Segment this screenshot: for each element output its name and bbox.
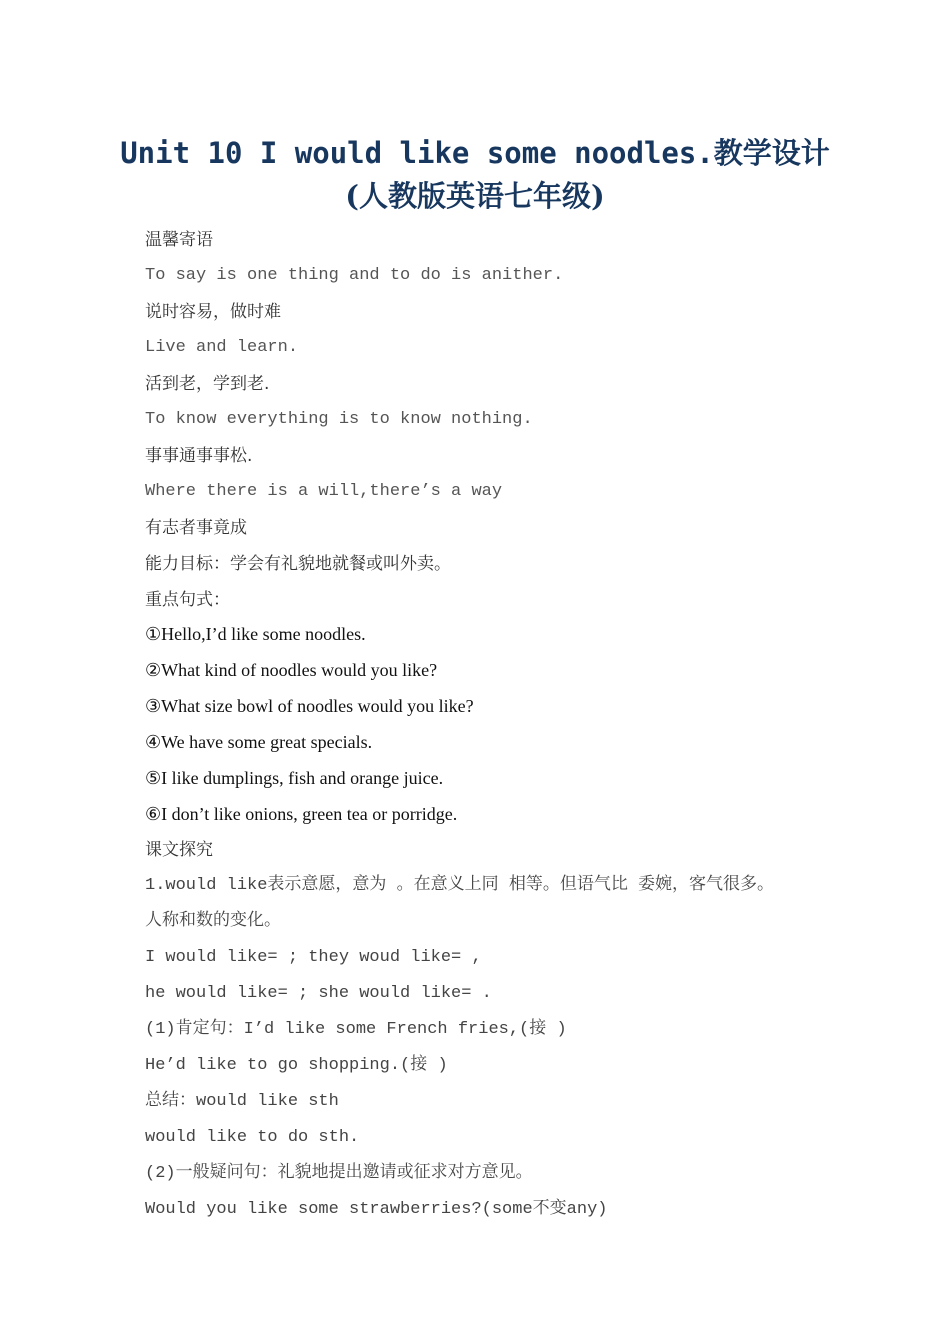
key-sentence: ④We have some great specials.	[145, 732, 373, 752]
proverb-english: Where there is a will,there’s a way	[145, 482, 503, 501]
ability-goal: 能力目标：学会有礼貌地就餐或叫外卖。	[145, 554, 451, 574]
text-line: I would like= ; they woud like= ,	[145, 948, 482, 967]
key-sentence: ⑤I like dumplings, fish and orange juice.	[145, 768, 444, 788]
key-sentence: ⑥I don’t like onions, green tea or porridge.	[145, 804, 458, 824]
section-heading: 温馨寄语	[145, 230, 213, 250]
text-line: (2)一般疑问句：礼貌地提出邀请或征求对方意见。	[145, 1164, 533, 1183]
proverb-chinese: 活到老，学到老.	[145, 374, 270, 394]
proverb-chinese: 事事通事事松.	[145, 446, 253, 466]
key-sentence: ②What kind of noodles would you like?	[145, 660, 438, 680]
proverb-english: Live and learn.	[145, 338, 299, 357]
proverb-chinese: 说时容易，做时难	[145, 302, 281, 322]
document-subtitle: (人教版英语七年级)	[345, 179, 605, 213]
key-sentence: ③What size bowl of noodles would you like?	[145, 696, 474, 716]
text-line: He’d like to go shopping.(接 )	[145, 1056, 448, 1075]
document-title: Unit 10 I would like some noodles.教学设计	[120, 136, 830, 170]
proverb-english: To say is one thing and to do is anither.	[145, 266, 564, 285]
section-heading: 重点句式：	[145, 590, 230, 610]
proverb-english: To know everything is to know nothing.	[145, 410, 533, 429]
section-heading: 课文探究	[145, 840, 213, 860]
text-line: would like to do sth.	[145, 1128, 360, 1147]
proverb-chinese: 有志者事竟成	[145, 518, 247, 538]
text-line: he would like= ; she would like= .	[145, 984, 492, 1003]
text-line: (1)肯定句：I’d like some French fries,(接 )	[145, 1020, 567, 1039]
text-line: 总结：would like sth	[145, 1092, 339, 1111]
paragraph: 1.would like表示意愿，意为 。在意义上同 相等。但语气比 委婉，客气很多。 人称和数的变化。	[145, 876, 775, 931]
text-line: Would you like some strawberries?(some不变any)	[145, 1200, 608, 1219]
key-sentence: ①Hello,I’d like some noodles.	[145, 624, 366, 644]
